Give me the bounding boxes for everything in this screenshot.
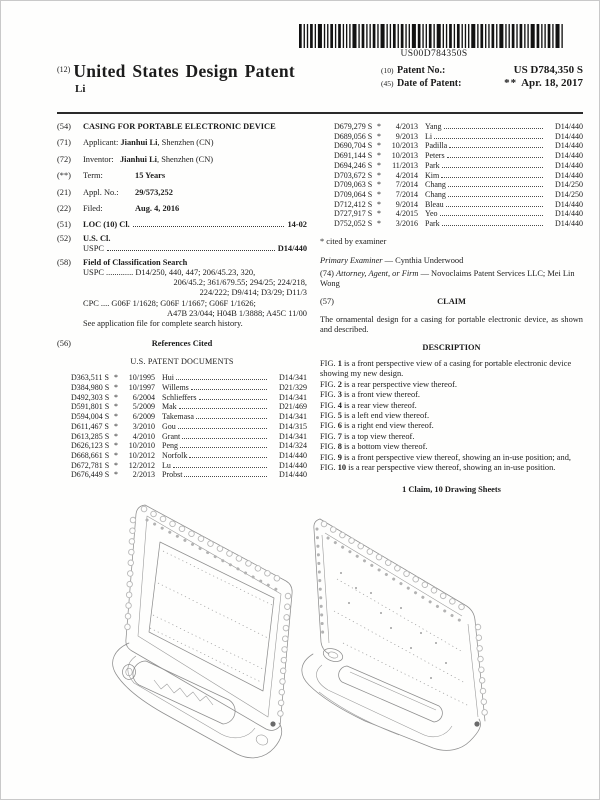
ref-patent-number: D703,672 S [334,170,373,180]
field-72-number: (72) [57,154,71,164]
figure-description-line [320,453,583,463]
fig-text: is a rear perspective view thereof, showing an in-use position. [348,463,556,473]
ref-date: 12/2012 [128,460,155,470]
attorney-line [320,269,583,290]
ref-date: 10/2013 [391,141,418,151]
ref-classification: D14/440 [279,470,307,480]
ref-patent-number: D727,917 S [334,209,373,219]
reference-row [334,190,583,200]
claim-heading [320,297,583,307]
patent-no-label: Patent No.: [397,65,446,76]
ref-cited-star: * [114,441,118,451]
rear-perspective-drawing [302,519,485,750]
inventor-name: Jianhui Li [119,154,157,164]
reference-row [71,393,307,403]
patent-number-row [381,64,583,77]
ref-date: 7/2014 [395,180,418,190]
barcode-number: US00D784350S [400,49,468,59]
ref-dotted-leader [447,157,543,158]
reference-row [71,422,307,432]
fig-prefix: FIG. [320,379,336,389]
patent-type-title: United States Design Patent [73,61,295,81]
field-57-number: (57) [320,297,334,307]
ref-classification: D14/440 [279,450,307,460]
dotted-leader [107,250,275,251]
ref-dotted-leader [446,206,543,207]
fig-prefix: FIG. [320,431,336,441]
ref-date: 9/2013 [395,131,418,141]
ref-patent-number: D611,467 S [71,421,109,431]
uspc-value: D14/440 [277,244,307,254]
figure-description-line [320,442,583,452]
field-of-search-label: Field of Classification Search [83,257,188,267]
ref-cited-star: * [377,170,381,180]
claims-sheets-summary: 1 Claim, 10 Drawing Sheets [402,485,501,495]
header-divider [57,112,583,114]
figure-description-line [320,432,583,442]
ref-dotted-leader [184,476,267,477]
filed-field [57,204,307,214]
fig-prefix: FIG. [320,358,336,368]
ref-patent-number: D690,704 S [334,141,373,151]
term-field [57,171,307,181]
figure-description-line [320,380,583,390]
us-patent-documents-title: U.S. PATENT DOCUMENTS [130,356,234,366]
figure-description-line [320,359,583,380]
ref-dotted-leader [196,418,267,419]
ref-cited-star: * [377,189,381,199]
ref-dotted-leader [180,447,267,448]
field-71-number: (71) [57,138,71,148]
inventor-surname: Li [75,83,86,95]
ref-date: 10/2010 [128,441,155,451]
reference-row [334,151,583,161]
ref-classification: D14/341 [279,412,307,422]
reference-row [334,141,583,151]
ref-cited-star: * [114,421,118,431]
fig-text: is a top view thereof. [343,431,415,441]
fig-number: 7 [337,431,342,441]
ref-cited-star: * [377,199,381,209]
ref-inventor-name: Probst [162,470,183,480]
ref-cited-star: * [114,383,118,392]
ref-patent-number: D363,511 S [71,373,109,383]
ref-date: 2/2013 [132,470,155,480]
ref-patent-number: D709,064 S [334,189,373,199]
ref-classification: D14/440 [555,151,583,161]
date-of-patent-value [504,77,583,90]
ref-classification: D14/440 [555,219,583,229]
ref-inventor-name: Padilla [425,141,448,151]
ref-inventor-name: Schlieffers [162,392,197,402]
applicant-field [57,138,307,148]
ref-date: 9/2014 [395,199,418,209]
ref-inventor-name: Mak [162,402,177,412]
us-references-list-right [320,122,583,229]
fig-text: is a left end view thereof. [343,411,430,421]
figure-description-line [320,421,583,431]
bibliographic-columns [57,122,583,496]
field-45-number: (45) [381,79,394,88]
drawing-sheet [41,493,581,793]
ref-date: 5/2009 [132,402,155,412]
ref-dotted-leader [440,215,543,216]
invention-title: CASING FOR PORTABLE ELECTRONIC DEVICE [83,122,276,131]
ref-inventor-name: Park [425,160,440,170]
fig-prefix: FIG. [320,400,336,410]
reference-row [334,209,583,219]
field-56-number: (56) [57,339,71,349]
ref-date: 4/2010 [132,431,155,441]
ref-date: 6/2009 [132,412,155,422]
fig-text: is a right end view thereof. [343,421,434,431]
ref-patent-number: D694,246 S [334,160,373,170]
kind-code-number: (12) [57,65,71,74]
claim-title: CLAIM [437,297,466,307]
us-class-field [57,234,307,255]
primary-examiner-line [320,256,583,266]
field-52-number: (52) [57,233,71,243]
inventor-field [57,155,307,165]
fig-text: is a front perspective view of a casing for portable electronic device showing my new design. [320,358,572,379]
fig-text: is a front view thereof. [343,390,421,400]
uspc-search-line: 206/45.2; 361/679.55; 294/25; 224/218, [173,278,307,288]
dotted-leader [133,226,285,227]
appl-no-value: 29/573,252 [135,187,173,197]
reference-row [334,180,583,190]
ref-classification: D14/341 [279,431,307,441]
ref-dotted-leader [441,177,543,178]
fig-number: 2 [337,379,342,389]
ref-date: 10/2012 [128,450,155,460]
figure-description-line [320,401,583,411]
ref-cited-star: * [114,412,118,422]
loc-value: 14-02 [287,220,307,230]
front-perspective-drawing [113,505,292,758]
filed-label: Filed: [83,204,103,214]
ref-inventor-name: Yeo [425,209,438,219]
term-extension-stars: ** [504,77,518,89]
reference-row [71,402,307,412]
ref-date: 10/1995 [128,373,155,383]
applicant-name: Jianhui Li [120,138,158,148]
ref-cited-star: * [114,373,118,383]
fig-prefix: FIG. [320,463,336,473]
reference-row [334,219,583,229]
field-51-number: (51) [57,220,71,230]
uspc-search-line: 224/222; D9/414; D3/29; D11/3 [199,288,307,298]
ref-dotted-leader [199,399,267,400]
field-58-number: (58) [57,257,71,267]
fig-text: is a rear view thereof. [343,400,417,410]
ref-date: 10/2013 [391,151,418,161]
page-header [57,61,583,95]
term-label: Term: [83,171,103,181]
figure-descriptions [320,359,583,473]
ref-classification: D14/250 [555,180,583,190]
fig-prefix: FIG. [320,411,336,421]
ref-cited-star: * [377,151,381,161]
ref-inventor-name: Hui [162,373,174,383]
ref-inventor-name: Peters [425,151,445,161]
application-number-field [57,188,307,198]
ref-inventor-name: Kim [425,170,440,180]
ref-classification: D14/440 [555,170,583,180]
ref-classification: D14/440 [555,131,583,141]
reference-row [71,470,307,480]
ref-cited-star: * [114,450,118,460]
header-left [57,61,295,95]
ref-classification: D14/250 [555,189,583,199]
figure-description-line [320,411,583,421]
attorney-label: Attorney, Agent, or Firm [336,268,419,278]
ref-cited-star: * [114,392,118,402]
ref-classification: D14/440 [555,160,583,170]
ref-dotted-leader [448,196,543,197]
ref-inventor-name: Chang [425,189,446,199]
ref-inventor-name: Peng [162,441,178,451]
title-field [57,122,307,132]
ref-inventor-name: Lu [162,460,171,470]
ref-date: 4/2015 [395,209,418,219]
ref-date: 4/2014 [395,170,418,180]
fig-text: is a bottom view thereof. [343,442,428,452]
ref-date: 3/2010 [132,421,155,431]
ref-inventor-name: Yang [425,122,442,131]
ref-classification: D14/341 [279,373,307,383]
ref-inventor-name: Chang [425,180,446,190]
ref-cited-star: * [114,470,118,480]
field-54-number: (54) [57,122,71,131]
ref-patent-number: D752,052 S [334,219,373,229]
cited-by-examiner-note: * cited by examiner [320,236,387,246]
ref-cited-star: * [114,402,118,412]
ref-patent-number: D691,144 S [334,151,373,161]
figure-description-line [320,463,583,473]
reference-row [334,161,583,171]
fig-text: is a front perspective view thereof, showing an in-use position; and, [343,452,571,462]
reference-row [334,171,583,181]
field-21-number: (21) [57,187,71,197]
primary-examiner-name: Cynthia Underwood [395,256,464,266]
ref-patent-number: D668,661 S [71,450,110,460]
reference-row [71,451,307,461]
reference-row [334,200,583,210]
ref-patent-number: D679,279 S [334,122,373,131]
fig-prefix: FIG. [320,390,336,400]
description-title: DESCRIPTION [422,342,481,352]
ref-dotted-leader [448,186,543,187]
fig-number: 6 [337,421,342,431]
fig-number: 5 [337,411,342,421]
ref-inventor-name: Bleau [425,199,444,209]
ref-classification: D14/315 [279,421,307,431]
ref-dotted-leader [173,467,267,468]
ref-date: 11/2013 [392,160,418,170]
ref-cited-star: * [377,219,381,229]
ref-cited-star: * [377,141,381,151]
reference-row [71,412,307,422]
references-cited-heading [57,339,307,349]
ref-classification: D14/440 [555,122,583,131]
ref-cited-star: * [114,460,118,470]
attorney-value: Novoclaims Patent Services LLC; Mei Lin Wong [320,268,575,288]
patent-date: Apr. 18, 2017 [521,77,583,89]
ref-date: 6/2004 [132,392,155,402]
references-cited-title: References Cited [151,339,213,349]
ref-patent-number: D709,063 S [334,180,373,190]
barcode [299,24,569,59]
ref-dotted-leader [191,389,267,390]
fig-number: 4 [337,400,342,410]
ref-inventor-name: Park [425,219,440,229]
ref-date: 10/1997 [128,383,155,392]
fig-number: 9 [337,452,342,462]
ref-dotted-leader [179,408,267,409]
us-cl-label: U.S. Cl. [83,233,111,243]
ref-dotted-leader [178,428,267,429]
header-right [381,61,583,95]
ref-cited-star: * [377,209,381,219]
ref-dotted-leader [442,167,543,168]
ref-dotted-leader [176,379,267,380]
ref-patent-number: D594,004 S [71,412,110,422]
cpc-search-lines [83,299,307,319]
ref-classification: D14/440 [279,460,307,470]
ref-patent-number: D626,123 S [71,441,110,451]
fig-prefix: FIG. [320,421,336,431]
patent-no-value: US D784,350 S [513,64,583,76]
applicant-label: Applicant: [83,138,119,148]
ref-classification: D14/440 [555,199,583,209]
fig-number: 8 [337,442,342,452]
claim-text: The ornamental design for a casing for portable electronic device, as shown and described. [320,314,583,335]
ref-inventor-name: Takemasa [162,412,194,422]
uspc-label: USPC [83,244,104,254]
em-dash: — [420,268,429,278]
ref-patent-number: D672,781 S [71,460,110,470]
reference-row [71,461,307,471]
ref-inventor-name: Li [425,131,433,141]
inventor-location: , Shenzhen (CN) [157,154,214,164]
term-value: 15 Years [135,171,166,181]
field-22-number: (22) [57,204,71,214]
fig-prefix: FIG. [320,452,336,462]
inventor-label: Inventor: [83,154,114,164]
ref-patent-number: D591,801 S [71,402,110,412]
uspc-search-lines [83,268,307,299]
fig-text: is a rear perspective view thereof. [343,379,457,389]
reference-row [71,432,307,442]
ref-dotted-leader [189,457,267,458]
fig-number: 3 [337,390,342,400]
reference-row [71,441,307,451]
ref-dotted-leader [449,147,543,148]
ref-inventor-name: Norfolk [162,450,188,460]
ref-cited-star: * [114,431,118,441]
appl-no-label: Appl. No.: [83,187,119,197]
ref-patent-number: D492,303 S [71,392,110,402]
loc-label: LOC (10) Cl. [83,220,130,230]
barcode-bars [299,24,569,48]
ref-patent-number: D613,285 S [71,431,110,441]
ref-classification: D14/341 [279,392,307,402]
ref-classification: D14/440 [555,141,583,151]
loc-class-field [57,220,307,230]
ref-patent-number: D676,449 S [71,470,110,480]
ref-patent-number: D712,412 S [334,199,373,209]
ref-dotted-leader [434,138,543,139]
ref-classification: D14/324 [279,441,307,451]
ref-classification: D21/469 [279,402,307,412]
field-10-number: (10) [381,66,394,75]
em-dash: — [384,256,394,266]
ref-classification: D14/440 [555,209,583,219]
ref-cited-star: * [377,180,381,190]
ref-inventor-name: Grant [162,431,181,441]
ref-dotted-leader [182,438,267,439]
filed-value: Aug. 4, 2016 [135,204,180,214]
us-references-list-left [57,373,307,480]
ref-date: 4/2013 [395,122,418,131]
ref-inventor-name: Gou [162,421,176,431]
ref-patent-number: D384,980 S [71,383,110,392]
ref-cited-star: * [377,131,381,141]
patent-date-row [381,77,583,90]
fig-number: 10 [337,463,347,473]
left-column [57,122,307,496]
search-history-note: See application file for complete search history. [83,319,243,329]
ref-patent-number: D689,056 S [334,131,373,141]
right-column [320,122,583,496]
ref-dotted-leader [442,225,543,226]
date-of-patent-label: Date of Patent: [397,78,462,89]
cpc-search-line: CPC .... G06F 1/1628; G06F 1/1667; G06F 1/1626; [83,298,256,308]
reference-row [334,132,583,142]
ref-cited-star: * [377,160,381,170]
field-of-search [57,258,307,330]
ref-inventor-name: Willems [162,383,189,392]
primary-examiner-label: Primary Examiner [320,256,383,266]
ref-cited-star: * [377,122,381,131]
ref-classification: D21/329 [279,383,307,392]
reference-row [334,122,583,132]
figure-description-line [320,390,583,400]
fig-number: 1 [337,358,342,368]
ref-date: 7/2014 [395,189,418,199]
cpc-search-line: A47B 23/044; H04B 1/3888; A45C 11/00 [167,308,307,318]
reference-row [71,373,307,383]
ref-dotted-leader [444,128,543,129]
applicant-location: , Shenzhen (CN) [157,138,214,148]
fig-prefix: FIG. [320,442,336,452]
uspc-search-line: USPC ............. D14/250, 440, 447; 206/45.23, 320, [83,268,256,278]
term-stars-number: (**) [57,171,71,181]
ref-date: 3/2016 [395,219,418,229]
field-74-number: (74) [320,268,334,278]
reference-row [71,383,307,393]
